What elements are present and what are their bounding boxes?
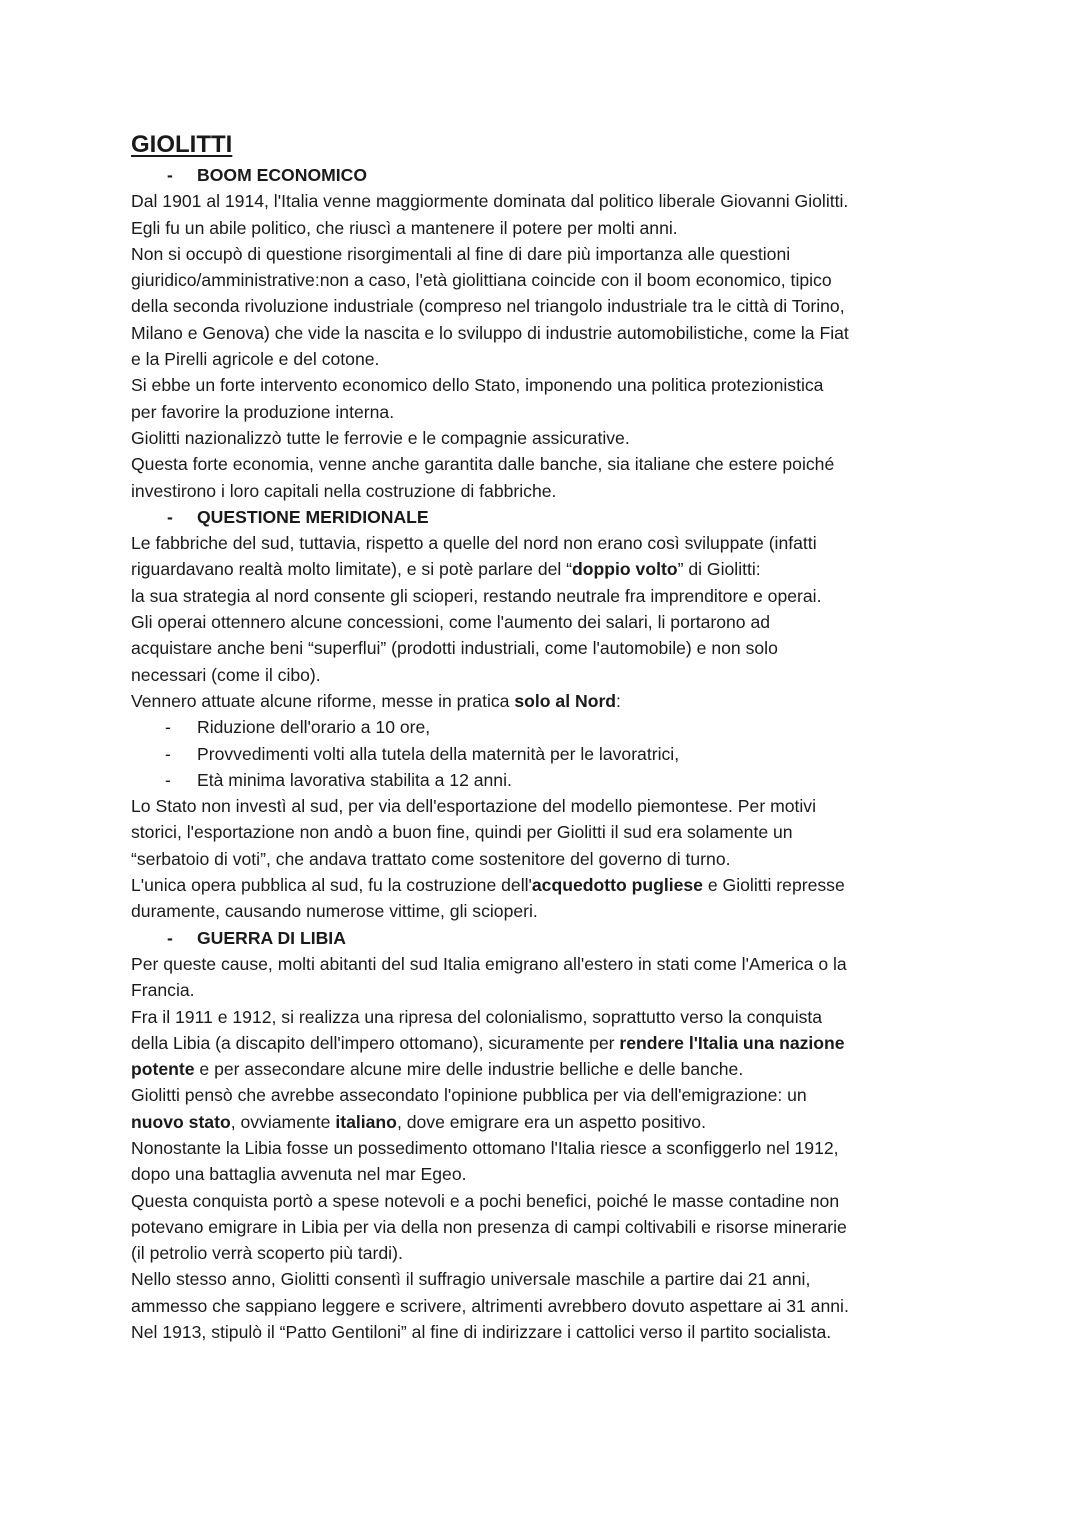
paragraph-line: Le fabbriche del sud, tuttavia, rispetto a quelle del nord non erano così sviluppate (infatti bbox=[131, 533, 817, 554]
paragraph-line: (il petrolio verrà scoperto più tardi). bbox=[131, 1243, 403, 1264]
section-heading-boom-economico bbox=[131, 162, 961, 188]
paragraph-line: ammesso che sappiano leggere e scrivere, altrimenti avrebbero dovuto aspettare ai 31 anni. bbox=[131, 1295, 849, 1316]
paragraph-line: necessari (come il cibo). bbox=[131, 664, 321, 685]
paragraph-line: Per queste cause, molti abitanti del sud Italia emigrano all'estero in stati come l'America o la bbox=[131, 953, 847, 974]
list-item bbox=[131, 741, 961, 767]
section-heading-guerra-di-libia bbox=[131, 925, 961, 951]
paragraph-line: duramente, causando numerose vittime, gli scioperi. bbox=[131, 901, 538, 922]
paragraph-line: storici, l'esportazione non andò a buon fine, quindi per Giolitti il sud era solamente un bbox=[131, 822, 793, 843]
paragraph-line bbox=[131, 556, 961, 582]
paragraph-line: Nonostante la Libia fosse un possedimento ottomano l'Italia riesce a sconfiggerlo nel 1912, bbox=[131, 1137, 839, 1158]
paragraph-line: Fra il 1911 e 1912, si realizza una ripresa del colonialismo, soprattutto verso la conquista bbox=[131, 1006, 823, 1027]
list-item-text: Provvedimenti volti alla tutela della maternità per le lavoratrici, bbox=[197, 743, 680, 764]
paragraph-line: Egli fu un abile politico, che riuscì a mantenere il potere per molti anni. bbox=[131, 217, 678, 238]
text-run: e Giolitti represse bbox=[702, 875, 845, 896]
heading-dash: - bbox=[167, 165, 173, 185]
paragraph-line: Dal 1901 al 1914, l'Italia venne maggiormente dominata dal politico liberale Giovanni Giolitti. bbox=[131, 191, 849, 212]
bold-text: doppio volto bbox=[572, 559, 678, 580]
paragraph-line: Lo Stato non investì al sud, per via dell'esportazione del modello piemontese. Per motivi bbox=[131, 796, 817, 817]
text-run: Vennero attuate alcune riforme, messe in pratica bbox=[131, 690, 515, 711]
text-run: della Libia (a discapito dell'impero ottomano), sicuramente per bbox=[131, 1032, 620, 1053]
paragraph-line: Questa conquista portò a spese notevoli e a pochi benefici, poiché le masse contadine non bbox=[131, 1190, 840, 1211]
paragraph-line: Giolitti nazionalizzò tutte le ferrovie e le compagnie assicurative. bbox=[131, 427, 630, 448]
paragraph-line bbox=[131, 1056, 961, 1082]
bullet-dash: - bbox=[165, 717, 171, 738]
bold-text: acquedotto pugliese bbox=[531, 875, 703, 896]
heading-dash: - bbox=[167, 506, 173, 527]
heading-text: QUESTIONE MERIDIONALE bbox=[197, 506, 429, 527]
paragraph-line: investirono i loro capitali nella costruzione di fabbriche. bbox=[131, 480, 557, 501]
paragraph-line: Si ebbe un forte intervento economico dello Stato, imponendo una politica protezionistica bbox=[131, 375, 824, 396]
paragraph-line: Gli operai ottennero alcune concessioni, come l'aumento dei salari, li portarono ad bbox=[131, 612, 771, 633]
paragraph-line: della seconda rivoluzione industriale (compreso nel triangolo industriale tra le città di Torino, bbox=[131, 296, 845, 317]
section-heading-questione-meridionale bbox=[131, 504, 961, 530]
text-run: ” di Giolitti: bbox=[677, 559, 761, 580]
paragraph-line: Nello stesso anno, Giolitti consentì il suffragio universale maschile a partire dai 21 anni, bbox=[131, 1269, 811, 1290]
text-run: riguardavano realtà molto limitate), e si potè parlare del “ bbox=[131, 559, 573, 580]
paragraph-line: Non si occupò di questione risorgimentali al fine di dare più importanza alle questioni bbox=[131, 243, 791, 264]
list-item-text: Età minima lavorativa stabilita a 12 anni. bbox=[197, 769, 512, 790]
paragraph-line: potevano emigrare in Libia per via della non presenza di campi coltivabili e risorse minerarie bbox=[131, 1216, 847, 1237]
paragraph-line: e la Pirelli agricole e del cotone. bbox=[131, 349, 380, 370]
bold-text: solo al Nord bbox=[514, 690, 617, 711]
bold-text: nuovo stato bbox=[131, 1111, 231, 1132]
paragraph-line: Nel 1913, stipulò il “Patto Gentiloni” al fine di indirizzare i cattolici verso il partito socialista. bbox=[131, 1322, 832, 1343]
bold-text: potente bbox=[131, 1059, 195, 1080]
bullet-dash: - bbox=[165, 769, 171, 790]
paragraph-line: Questa forte economia, venne anche garantita dalle banche, sia italiane che estere poiché bbox=[131, 454, 835, 475]
list-item bbox=[131, 714, 961, 740]
text-run: , dove emigrare era un aspetto positivo. bbox=[396, 1111, 706, 1132]
paragraph-line: Giolitti pensò che avrebbe assecondato l'opinione pubblica per via dell'emigrazione: un bbox=[131, 1085, 807, 1106]
paragraph-line bbox=[131, 1030, 961, 1056]
paragraph-line bbox=[131, 872, 961, 898]
text-run: : bbox=[616, 690, 621, 711]
paragraph-line: giuridico/amministrative:non a caso, l'età giolittiana coincide con il boom economico, tipico bbox=[131, 270, 832, 291]
text-run: e per assecondare alcune mire delle industrie belliche e delle banche. bbox=[194, 1059, 744, 1080]
bold-text: italiano bbox=[335, 1111, 397, 1132]
text-run: , ovviamente bbox=[230, 1111, 336, 1132]
text-run: L'unica opera pubblica al sud, fu la costruzione dell' bbox=[131, 875, 532, 896]
paragraph-line: la sua strategia al nord consente gli scioperi, restando neutrale fra imprenditore e operai. bbox=[131, 585, 822, 606]
heading-text: BOOM ECONOMICO bbox=[197, 165, 368, 185]
heading-dash: - bbox=[167, 927, 173, 948]
paragraph-line: Francia. bbox=[131, 980, 195, 1001]
paragraph-line: acquistare anche beni “superflui” (prodotti industriali, come l'automobile) e non solo bbox=[131, 638, 778, 659]
paragraph-line: “serbatoio di voti”, che andava trattato come sostenitore del governo di turno. bbox=[131, 848, 731, 869]
document-title: GIOLITTI bbox=[131, 131, 233, 158]
bold-text: rendere l'Italia una nazione bbox=[619, 1032, 845, 1053]
reforms-list bbox=[131, 714, 961, 793]
paragraph-line: per favorire la produzione interna. bbox=[131, 401, 395, 422]
list-item-text: Riduzione dell'orario a 10 ore, bbox=[197, 717, 431, 738]
paragraph-line bbox=[131, 1109, 961, 1135]
list-item bbox=[131, 767, 961, 793]
document-page bbox=[131, 128, 961, 1345]
bullet-dash: - bbox=[165, 743, 171, 764]
paragraph-line bbox=[131, 688, 961, 714]
heading-text: GUERRA DI LIBIA bbox=[197, 927, 346, 948]
paragraph-line: Milano e Genova) che vide la nascita e lo sviluppo di industrie automobilistiche, come la Fiat bbox=[131, 322, 849, 343]
paragraph-line: dopo una battaglia avvenuta nel mar Egeo. bbox=[131, 1164, 467, 1185]
